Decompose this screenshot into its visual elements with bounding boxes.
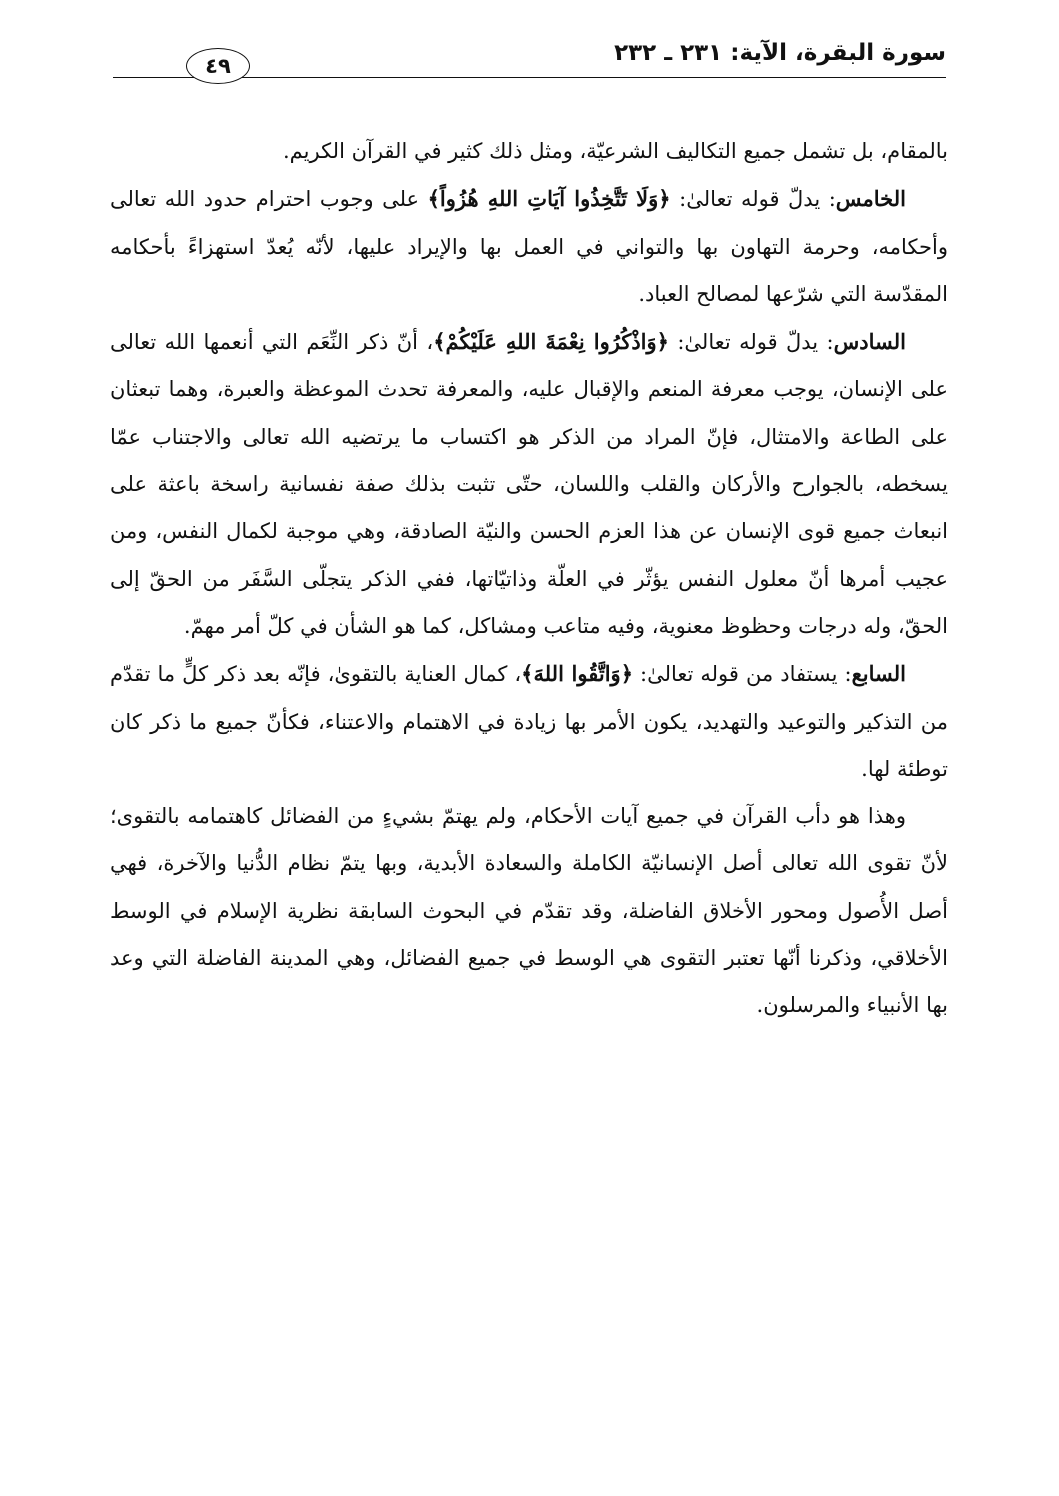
paragraph-sixth [110,318,948,650]
paragraph-seventh-body: ، كمال العناية بالتقوىٰ، فإنّه بعد ذكر كلٍّ ما تقدّم من التذكير والتوعيد والتهديد، يكون الأمر بها زيادة في الاهتمام والاعتناء، فكأنّ جميع ما ذكر كان توطئة لها. [110,662,948,781]
body-text [110,128,948,1030]
paragraph-seventh [110,650,948,793]
quran-verse-sixth: ﴿وَاذْكُرُوا نِعْمَةَ اللهِ عَلَيْكُمْ﴾ [433,329,669,355]
chapter-title: سورة البقرة، الآية: ٢٣١ ـ ٢٣٢ [614,40,946,66]
term-sixth: السادس [833,329,906,355]
paragraph-seventh-intro: : يستفاد من قوله تعالىٰ: [633,662,852,687]
quran-verse-fifth: ﴿وَلَا تَتَّخِذُوا آيَاتِ اللهِ هُزُواً﴾ [427,186,671,212]
term-fifth: الخامس [835,186,906,212]
paragraph-fifth [110,175,948,318]
paragraph-1-text: بالمقام، بل تشمل جميع التكاليف الشرعيّة، ومثل ذلك كثير في القرآن الكريم. [282,139,948,163]
paragraph-sixth-intro: : يدلّ قوله تعالىٰ: [668,330,834,355]
paragraph-sixth-body: ، أنّ ذكر النِّعَم التي أنعمها الله تعالى على الإنسان، يوجب معرفة المنعم والإقبال عليه، والمعرفة تحدث الموعظة والعبرة، وهما تبعثان على الطاعة والامتثال، فإنّ المراد من الذكر هو اكتساب ما يرتضيه الله تعالى والاجتناب عمّا يسخطه، بالجوارح والأركان والقلب واللسان، حتّى تثبت بذلك صفة نفسانية راسخة باعثة على انبعاث جميع قوى الإنسان عن هذا العزم الحسن والنيّة الصادقة، وهي موجبة لكمال النفس، ومن عجيب أمرها أنّ معلول النفس يؤثّر في العلّة وذاتيّاتها، ففي الذكر يتجلّى السَّفَر من الحقّ إلى الحقّ، وله درجات وحظوظ معنوية، وفيه متاعب ومشاكل، كما هو الشأن في كلّ أمر مهمّ. [110,330,948,638]
running-head [0,34,1059,94]
paragraph-taqwa-text: وهذا هو دأب القرآن في جميع آيات الأحكام، ولم يهتمّ بشيءٍ من الفضائل كاهتمامه بالتقوى؛ لأنّ تقوى الله تعالى أصل الإنسانيّة الكاملة والسعادة الأبدية، وبها يتمّ نظام الدُّنيا والآخرة، فهي أصل الأُصول ومحور الأخلاق الفاضلة، وقد تقدّم في البحوث السابقة نظرية الإسلام في الوسط الأخلاقي، وذكرنا أنّها تعتبر التقوى هي الوسط في جميع الفضائل، وهي المدينة الفاضلة التي وعد بها الأنبياء والمرسلون. [110,804,948,1018]
term-seventh: السابع [851,661,906,687]
page-number-badge [186,48,250,84]
quran-verse-seventh: ﴿وَاتَّقُوا اللهَ﴾ [521,661,633,687]
page-number: ٤٩ [205,54,231,78]
paragraph-1 [110,128,948,175]
paragraph-fifth-body: على وجوب احترام حدود الله تعالى وأحكامه، وحرمة التهاون بها والتواني في العمل بها والإيراد عليها، لأنّه يُعدّ استهزاءً بأحكامه المقدّسة التي شرّعها لمصالح العباد. [110,187,948,306]
paragraph-fifth-intro: : يدلّ قوله تعالىٰ: [670,187,836,212]
paragraph-taqwa [110,793,948,1029]
